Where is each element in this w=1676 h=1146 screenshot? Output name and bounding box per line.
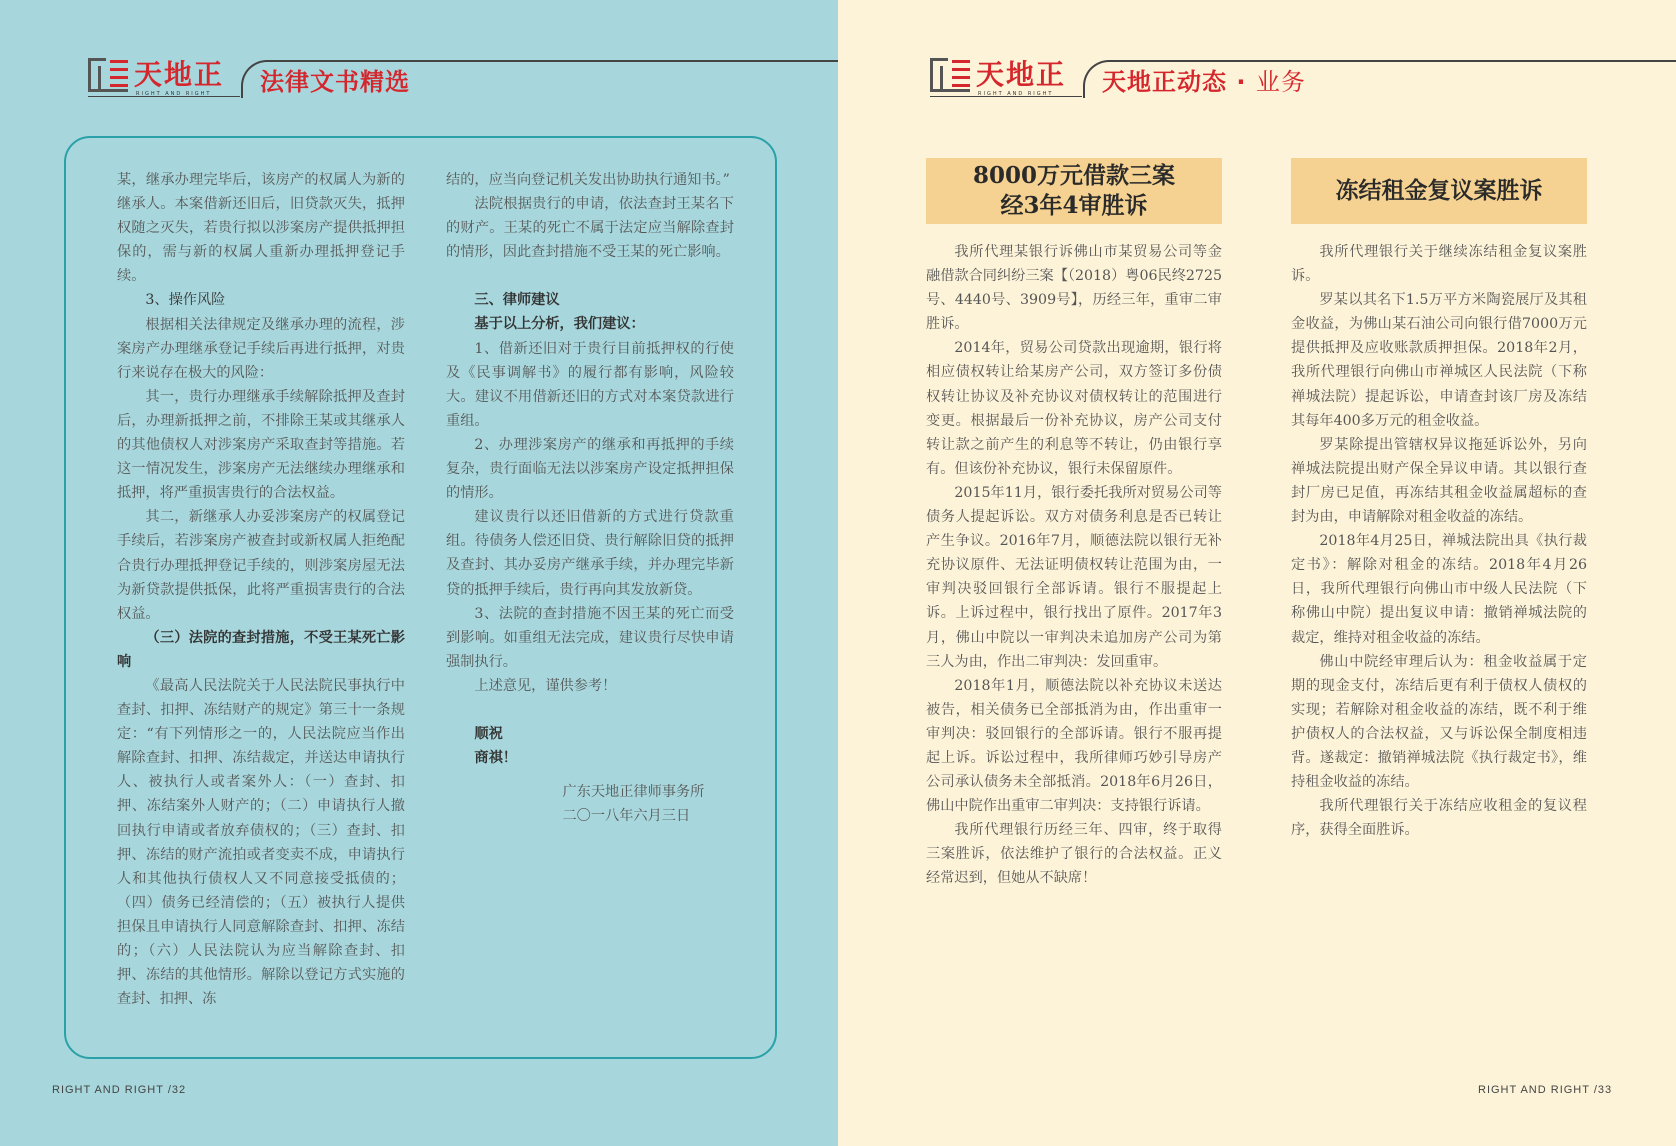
- paragraph: 2014年，贸易公司贷款出现逾期，银行将相应债权转让给某房产公司，双方签订多份债权转让协议及补充协议对债权转让的范围进行变更。根据最后一份补充协议，房产公司支付转让款之前产生的利息等不转让，仍由银行享有。但该份补充协议，银行未保留原件。: [926, 340, 1222, 477]
- paragraph: 3、法院的查封措施不因王某的死亡而受到影响。如重组无法完成，建议贵行尽快申请强制执行。: [446, 605, 734, 670]
- paragraph: 顺祝: [474, 725, 503, 742]
- brand-name: 天地正: [134, 58, 225, 91]
- paragraph: 结的，应当向登记机关发出协助执行通知书。”: [446, 172, 730, 188]
- paragraph: 建议贵行以还旧借新的方式进行贷款重组。待债务人偿还旧贷、贵行解除旧贷的抵押及查封、其办妥房产继承手续，并办理完毕新贷的抵押手续后，贵行再向其发放新贷。: [446, 509, 734, 598]
- page-footer-left: RIGHT AND RIGHT /32: [52, 1084, 187, 1096]
- paragraph: 我所代理银行历经三年、四审，终于取得三案胜诉，依法维护了银行的合法权益。正义经常迟到，但她从不缺席！: [926, 822, 1222, 887]
- section-title: 法律文书精选: [260, 68, 410, 96]
- paragraph: 某，继承办理完毕后，该房产的权属人为新的继承人。本案借新还旧后，旧贷款灭失，抵押权随之灭失，若贵行拟以涉案房产提供抵押担保的，需与新的权属人重新办理抵押登记手续。: [117, 172, 405, 285]
- article-1-body: [926, 240, 1222, 891]
- article-2-headline: [1291, 158, 1587, 224]
- article-1-headline: [926, 158, 1222, 224]
- section-title-dot: ·: [1236, 68, 1247, 96]
- left-column-1: [117, 168, 405, 1011]
- brand-subtitle: RIGHT AND RIGHT: [978, 91, 1054, 97]
- article-1-title-line-1: 8000万元借款三案: [972, 162, 1175, 189]
- article-2-body: [1291, 240, 1587, 842]
- paragraph: 罗某以其名下1.5万平方米陶瓷展厅及其租金收益，为佛山某石油公司向银行借7000万元提供抵押及应收账款质押担保。2018年2月，我所代理银行向佛山市禅城区人民法院（下称禅城法院）提起诉讼，申请查封该厂房及冻结其每年400多万元的租金收益。: [1291, 292, 1587, 429]
- paragraph: 我所代理银行关于冻结应收租金的复议程序，获得全面胜诉。: [1291, 798, 1587, 839]
- paragraph: 三、律师建议: [474, 292, 560, 309]
- paragraph: 商祺！: [474, 750, 517, 767]
- paragraph: 2、办理涉案房产的继承和再抵押的手续复杂，贵行面临无法以涉案房产设定抵押担保的情形。: [446, 436, 734, 502]
- paragraph: 二〇一八年六月三日: [562, 808, 691, 825]
- paragraph: （三）法院的查封措施，不受王某死亡影响: [117, 629, 405, 670]
- paragraph: 其一，贵行办理继承手续解除抵押及查封后，办理新抵押之前，不排除王某或其继承人的其他债权人对涉案房产采取查封等措施。若这一情况发生，涉案房产无法继续办理继承和抵押，将严重损害贵行的合法权益。: [117, 388, 405, 502]
- brand-logo: [88, 56, 238, 100]
- brand-subtitle: RIGHT AND RIGHT: [136, 91, 212, 97]
- paragraph: 法院根据贵行的申请，依法查封王某名下的财产。王某的死亡不属于法定应当解除查封的情形，因此查封措施不受王某的死亡影响。: [446, 196, 734, 261]
- paragraph: 《最高人民法院关于人民法院民事执行中查封、扣押、冻结财产的规定》第三十一条规定：“有下列情形之一的，人民法院应当作出解除查封、扣押、冻结裁定，并送达申请执行人、被执行人或者案外人：（一）查封、扣押、冻结案外人财产的；（二）申请执行人撤回执行申请或者放弃债权的；（三）查封、扣押、冻结的财产流拍或者变卖不成，申请执行人和其他执行债权人又不同意接受抵债的；（四）债务已经清偿的；（五）被执行人提供担保且申请执行人同意解除查封、扣押、冻结的；（六）人民法院认为应当解除查封、扣押、冻结的其他情形。解除以登记方式实施的查封、扣押、冻: [117, 677, 405, 1008]
- paragraph: 我所代理某银行诉佛山市某贸易公司等金融借款合同纠纷三案【（2018）粤06民终2725号、4440号、3909号】，历经三年，重审二审胜诉。: [926, 244, 1222, 333]
- right-page: [838, 0, 1676, 1146]
- section-title-main: 天地正动态: [1102, 68, 1227, 96]
- paragraph: [446, 698, 734, 722]
- section-title-sub: 业务: [1255, 68, 1306, 96]
- paragraph: 广东天地正律师事务所: [562, 784, 705, 801]
- article-2-title: 冻结租金复议案胜诉: [1335, 177, 1543, 204]
- left-header: [88, 52, 838, 108]
- paragraph: 2015年11月，银行委托我所对贸易公司等债务人提起诉讼。双方对债务利息是否已转让产生争议。2016年7月，顺德法院以银行无补充协议原件、无法证明债权转让范围为由，一审判决驳回银行全部诉请。银行不服提起上诉。上诉过程中，银行找出了原件。2017年3月，佛山中院以一审判决未追加房产公司为第三人为由，作出二审判决：发回重审。: [926, 484, 1222, 670]
- paragraph: 2018年4月25日，禅城法院出具《执行裁定书》：解除对租金的冻结。2018年4月26日，我所代理银行向佛山市中级人民法院（下称佛山中院）提出复议申请：撤销禅城法院的裁定，维持对租金收益的冻结。: [1291, 533, 1587, 646]
- paragraph: 佛山中院经审理后认为：租金收益属于定期的现金支付，冻结后更有利于债权人债权的实现；若解除对租金收益的冻结，既不利于维护债权人的合法权益，又与诉讼保全制度相违背。遂裁定：撤销禅城法院《执行裁定书》，维持租金收益的冻结。: [1291, 653, 1587, 791]
- logo-underline: [930, 96, 1082, 97]
- paragraph: 罗某除提出管辖权异议拖延诉讼外，另向禅城法院提出财产保全异议申请。其以银行查封厂房已足值，再冻结其租金收益属超标的查封为由，申请解除对租金收益的冻结。: [1291, 436, 1587, 526]
- paragraph: [446, 264, 734, 288]
- brand-logo: [930, 56, 1080, 100]
- logo-mark-icon: [930, 58, 972, 92]
- page-footer-right: RIGHT AND RIGHT /33: [1478, 1084, 1613, 1096]
- paragraph: 3、操作风险: [145, 292, 226, 309]
- article-1-title-line-2: 经3年4审胜诉: [1000, 192, 1148, 219]
- logo-mark-icon: [88, 58, 130, 92]
- paragraph: 基于以上分析，我们建议：: [474, 316, 645, 333]
- paragraph: 上述意见，谨供参考！: [474, 677, 617, 694]
- paragraph: 其二，新继承人办妥涉案房产的权属登记手续后，若涉案房产被查封或新权属人拒绝配合贵行办理抵押登记手续的，则涉案房屋无法为新贷款提供抵保，此将严重损害贵行的合法权益。: [117, 509, 405, 622]
- logo-underline: [88, 96, 240, 97]
- paragraph: 1、借新还旧对于贵行目前抵押权的行使及《民事调解书》的履行都有影响，风险较大。建议不用借新还旧的方式对本案贷款进行重组。: [446, 340, 734, 429]
- paragraph: 2018年1月，顺德法院以补充协议未送达被告，相关债务已全部抵消为由，作出重审一审判决：驳回银行的全部诉请。银行不服再提起上诉。诉讼过程中，我所律师巧妙引导房产公司承认债务未全部抵消。2018年6月26日，佛山中院作出重审二审判决：支持银行诉请。: [926, 677, 1222, 815]
- paragraph: 根据相关法律规定及继承办理的流程，涉案房产办理继承登记手续后再进行抵押，对贵行来说存在极大的风险：: [117, 316, 405, 381]
- paragraph: 我所代理银行关于继续冻结租金复议案胜诉。: [1291, 244, 1587, 285]
- right-header: [930, 52, 1676, 108]
- brand-name: 天地正: [976, 58, 1067, 91]
- left-column-2: [446, 168, 734, 828]
- section-title: [1102, 62, 1306, 97]
